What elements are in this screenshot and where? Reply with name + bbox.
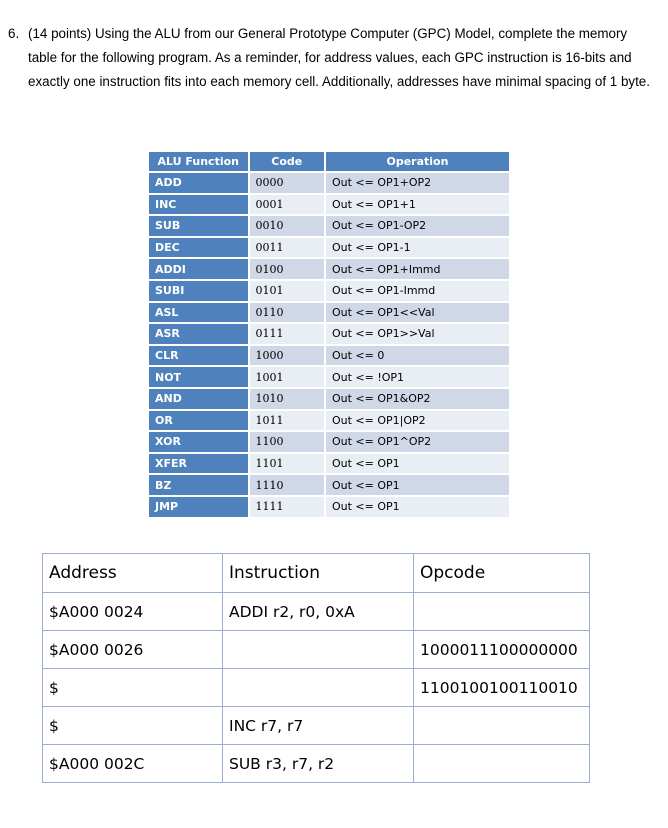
alu-row	[149, 389, 509, 409]
alu-code-cell: 1011	[250, 411, 324, 431]
alu-function-cell: BZ	[149, 475, 248, 495]
question-number: 6.	[8, 26, 20, 41]
alu-table	[147, 150, 511, 519]
alu-function-cell: XOR	[149, 432, 248, 452]
alu-function-cell: JMP	[149, 497, 248, 517]
alu-row	[149, 195, 509, 215]
alu-function-cell: NOT	[149, 367, 248, 387]
alu-row	[149, 475, 509, 495]
alu-function-cell: ASL	[149, 303, 248, 323]
alu-function-cell: CLR	[149, 346, 248, 366]
alu-code-cell: 0111	[250, 324, 324, 344]
alu-header-function: ALU Function	[149, 152, 248, 171]
alu-operation-cell: Out <= OP1-OP2	[326, 216, 509, 236]
alu-operation-cell: Out <= OP1-Immd	[326, 281, 509, 301]
alu-row	[149, 303, 509, 323]
alu-row	[149, 238, 509, 258]
alu-row	[149, 367, 509, 387]
memory-instruction-cell	[223, 631, 414, 669]
memory-instruction-cell	[223, 669, 414, 707]
alu-code-cell: 0011	[250, 238, 324, 258]
alu-row	[149, 324, 509, 344]
alu-function-cell: ADDI	[149, 259, 248, 279]
alu-row	[149, 173, 509, 193]
memory-table	[42, 553, 590, 783]
memory-row	[43, 593, 590, 631]
alu-operation-cell: Out <= OP1	[326, 497, 509, 517]
memory-header-opcode: Opcode	[414, 554, 590, 593]
alu-function-cell: ASR	[149, 324, 248, 344]
alu-row	[149, 259, 509, 279]
alu-code-cell: 0101	[250, 281, 324, 301]
alu-function-cell: XFER	[149, 454, 248, 474]
memory-address-cell: $	[43, 669, 223, 707]
alu-operation-cell: Out <= OP1	[326, 454, 509, 474]
memory-opcode-cell	[414, 593, 590, 631]
alu-operation-cell: Out <= OP1|OP2	[326, 411, 509, 431]
alu-function-cell: SUB	[149, 216, 248, 236]
memory-instruction-cell: INC r7, r7	[223, 707, 414, 745]
memory-opcode-cell: 1100100100110010	[414, 669, 590, 707]
memory-opcode-cell	[414, 707, 590, 745]
alu-code-cell: 1101	[250, 454, 324, 474]
alu-operation-cell: Out <= OP1>>Val	[326, 324, 509, 344]
alu-code-cell: 0110	[250, 303, 324, 323]
alu-function-cell: AND	[149, 389, 248, 409]
alu-header-code: Code	[250, 152, 324, 171]
alu-code-cell: 0000	[250, 173, 324, 193]
memory-opcode-cell: 1000011100000000	[414, 631, 590, 669]
alu-code-cell: 1100	[250, 432, 324, 452]
alu-function-cell: ADD	[149, 173, 248, 193]
alu-operation-cell: Out <= OP1^OP2	[326, 432, 509, 452]
alu-code-cell: 1001	[250, 367, 324, 387]
alu-row	[149, 497, 509, 517]
alu-operation-cell: Out <= OP1&OP2	[326, 389, 509, 409]
alu-code-cell: 1010	[250, 389, 324, 409]
alu-operation-cell: Out <= OP1+Immd	[326, 259, 509, 279]
alu-code-cell: 0001	[250, 195, 324, 215]
memory-header-instruction: Instruction	[223, 554, 414, 593]
alu-row	[149, 454, 509, 474]
alu-code-cell: 1111	[250, 497, 324, 517]
alu-row	[149, 216, 509, 236]
memory-row	[43, 631, 590, 669]
memory-row	[43, 669, 590, 707]
memory-row	[43, 745, 590, 783]
alu-row	[149, 346, 509, 366]
alu-function-cell: OR	[149, 411, 248, 431]
memory-instruction-cell: ADDI r2, r0, 0xA	[223, 593, 414, 631]
alu-row	[149, 411, 509, 431]
alu-function-cell: DEC	[149, 238, 248, 258]
memory-opcode-cell	[414, 745, 590, 783]
memory-address-cell: $A000 002C	[43, 745, 223, 783]
alu-operation-cell: Out <= !OP1	[326, 367, 509, 387]
memory-header-address: Address	[43, 554, 223, 593]
alu-operation-cell: Out <= OP1+OP2	[326, 173, 509, 193]
alu-code-cell: 0100	[250, 259, 324, 279]
question-block	[8, 22, 656, 94]
alu-code-cell: 1000	[250, 346, 324, 366]
alu-operation-cell: Out <= OP1<<Val	[326, 303, 509, 323]
alu-code-cell: 0010	[250, 216, 324, 236]
question-text: (14 points) Using the ALU from our General Prototype Computer (GPC) Model, complete the memory table for the following program. As a reminder, for address values, each GPC instruction is 16-bits and exactly one instruction fits into each memory cell. Additionally, addresses have minimal spacing of 1 byte.	[28, 26, 650, 89]
memory-address-cell: $	[43, 707, 223, 745]
alu-function-cell: INC	[149, 195, 248, 215]
alu-operation-cell: Out <= OP1-1	[326, 238, 509, 258]
memory-header-row	[43, 554, 590, 593]
alu-header-row	[149, 152, 509, 171]
memory-instruction-cell: SUB r3, r7, r2	[223, 745, 414, 783]
alu-code-cell: 1110	[250, 475, 324, 495]
alu-function-cell: SUBI	[149, 281, 248, 301]
alu-operation-cell: Out <= 0	[326, 346, 509, 366]
alu-operation-cell: Out <= OP1	[326, 475, 509, 495]
memory-address-cell: $A000 0026	[43, 631, 223, 669]
alu-operation-cell: Out <= OP1+1	[326, 195, 509, 215]
alu-row	[149, 432, 509, 452]
memory-address-cell: $A000 0024	[43, 593, 223, 631]
memory-row	[43, 707, 590, 745]
alu-row	[149, 281, 509, 301]
alu-header-operation: Operation	[326, 152, 509, 171]
